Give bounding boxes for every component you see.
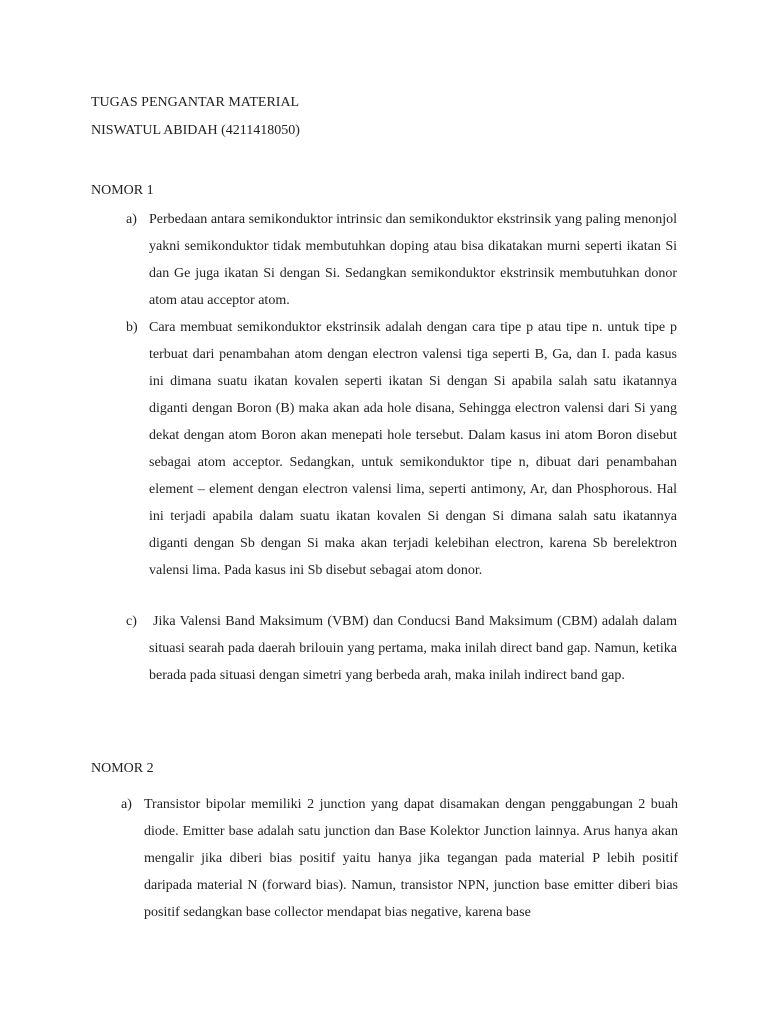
list-item [149,314,677,584]
document-title: TUGAS PENGANTAR MATERIAL [91,95,300,110]
section-heading-nomor-2: NOMOR 2 [91,761,154,776]
list-item-text: Transistor bipolar memiliki 2 junction yang dapat disamakan dengan penggabungan 2 buah diode. Emitter base adalah satu junction dan Base Kolektor Junction lainnya. Arus hanya akan mengalir jika diberi bias positif yaitu hanya jika tegangan pada material P lebih positif daripada material N (forward bias). Namun, transistor NPN, junction base emitter diberi bias positif sedangkan base collector mendapat bias negative, karena base [144,797,678,920]
author-line: NISWATUL ABIDAH (4211418050) [91,123,300,138]
list-item [144,791,678,926]
list-item-text: Cara membuat semikonduktor ekstrinsik adalah dengan cara tipe p atau tipe n. untuk tipe p terbuat dari penambahan atom dengan electron valensi tiga seperti B, Ga, dan I. pada kasus ini dimana suatu ikatan kovalen seperti ikatan Si dengan Si apabila salah satu ikatannya diganti dengan Boron (B) maka akan ada hole disana, Sehingga electron valensi dari Si yang dekat dengan atom Boron akan menepati hole tersebut. Dalam kasus ini atom Boron disebut sebagai atom acceptor. Sedangkan, untuk semikonduktor tipe n, dibuat dari penambahan element – element dengan electron valensi lima, seperti antimony, Ar, dan Phosphorous. Hal ini terjadi apabila dalam suatu ikatan kovalen Si dengan Si dimana salah satu ikatannya diganti dengan Sb dengan Si maka akan terjadi kelebihan electron, karena Sb berelektron valensi lima. Pada kasus ini Sb disebut sebagai atom donor. [149,320,677,578]
list-item [149,206,677,314]
list-marker: b) [126,320,138,335]
list-item [149,608,677,689]
list-item-text: Jika Valensi Band Maksimum (VBM) dan Conducsi Band Maksimum (CBM) adalah dalam situasi searah pada daerah brilouin yang pertama, maka inilah direct band gap. Namun, ketika berada pada situasi dengan simetri yang berbeda arah, maka inilah indirect band gap. [149,614,677,683]
list-marker: a) [121,797,132,812]
list-marker: a) [126,212,137,227]
list-marker: c) [126,614,137,629]
list-item-text: Perbedaan antara semikonduktor intrinsic dan semikonduktor ekstrinsik yang paling menonjol yakni semikonduktor tidak membutuhkan doping atau bisa dikatakan murni seperti ikatan Si dan Ge juga ikatan Si dengan Si. Sedangkan semikonduktor ekstrinsik membutuhkan donor atom atau acceptor atom. [149,212,677,308]
section-heading-nomor-1: NOMOR 1 [91,183,154,198]
